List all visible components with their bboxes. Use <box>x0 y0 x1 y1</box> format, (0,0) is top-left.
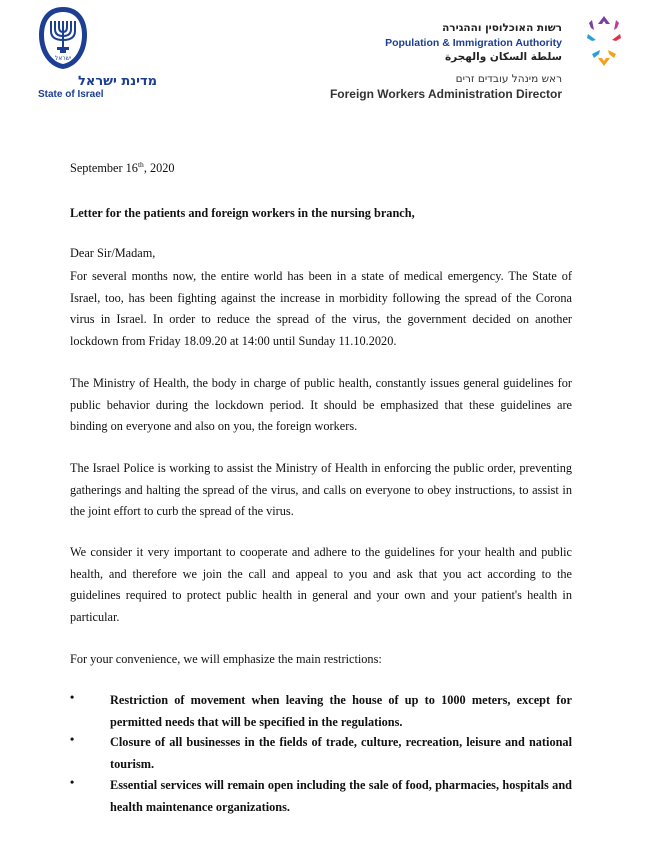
letter-salutation: Dear Sir/Madam, <box>70 246 156 260</box>
date-year: , 2020 <box>143 161 175 176</box>
state-name-english: State of Israel <box>38 89 104 100</box>
paragraph: The Israel Police is working to assist the Ministry of Health in enforcing the public order, preventing gatherings and halting the spread of the virus, and calls on everyone to obey instructions, to assist in the joint effort to curb the spread of the virus. <box>70 461 572 519</box>
authority-name-hebrew: רשות האוכלוסין וההגירה <box>442 22 562 34</box>
bullet-icon: • <box>70 732 75 746</box>
authority-header <box>385 22 562 63</box>
paragraph-3-container <box>70 458 572 523</box>
bullet-icon: • <box>70 690 75 704</box>
paragraph: We consider it very important to cooperate and adhere to the guidelines for your health and public health, and therefore we join the call and appeal to you and ask that you act according to the guidelines required to protect public health in general and your own and your patient's health in particular. <box>70 545 572 624</box>
letter-date <box>70 160 175 176</box>
emblem-text: ישראל <box>54 55 72 62</box>
paragraph: For several months now, the entire world has been in a state of medical emergency. The State of Israel, too, has been fighting against the increase in morbidity following the spread of the Corona virus in Israel. In order to reduce the spread of the virus, the government decided on another lockdown from Friday 18.09.20 at 14:00 until Sunday 11.10.2020. <box>70 269 572 348</box>
bullet-text: Essential services will remain open including the sale of food, pharmacies, hospitals and health maintenance organizations. <box>110 778 572 814</box>
authority-name-english: Population & Immigration Authority <box>385 37 562 49</box>
bullet-text: Restriction of movement when leaving the house of up to 1000 meters, except for permitted needs that will be specified in the regulations. <box>110 693 572 729</box>
paragraph-2-container <box>70 373 572 438</box>
letter-subject: Letter for the patients and foreign workers in the nursing branch, <box>70 206 415 220</box>
bullet-icon: • <box>70 775 75 789</box>
bullet-text: Closure of all businesses in the fields of trade, culture, recreation, leisure and national tourism. <box>110 735 572 771</box>
date-day: September 16 <box>70 161 138 176</box>
paragraph-5-container <box>70 649 572 671</box>
director-title-hebrew: ראש מינהל עובדים זרים <box>455 73 562 85</box>
state-name-hebrew: מדינת ישראל <box>78 74 158 89</box>
authority-logo-icon <box>582 10 626 78</box>
paragraph: The Ministry of Health, the body in charge of public health, constantly issues general guidelines for public behavior during the lockdown period. It should be emphasized that these guidelines are binding on everyone and also on you, the foreign workers. <box>70 376 572 434</box>
state-emblem-icon <box>33 5 93 71</box>
paragraph: For your convenience, we will emphasize the main restrictions: <box>70 652 382 666</box>
date-suffix: th <box>137 160 144 169</box>
authority-name-arabic: سلطة السكان والهجرة <box>444 51 562 63</box>
director-title-english: Foreign Workers Administration Director <box>329 87 562 101</box>
director-header <box>330 73 562 101</box>
paragraph-4-container <box>70 542 572 628</box>
paragraph-1-container <box>70 266 572 352</box>
